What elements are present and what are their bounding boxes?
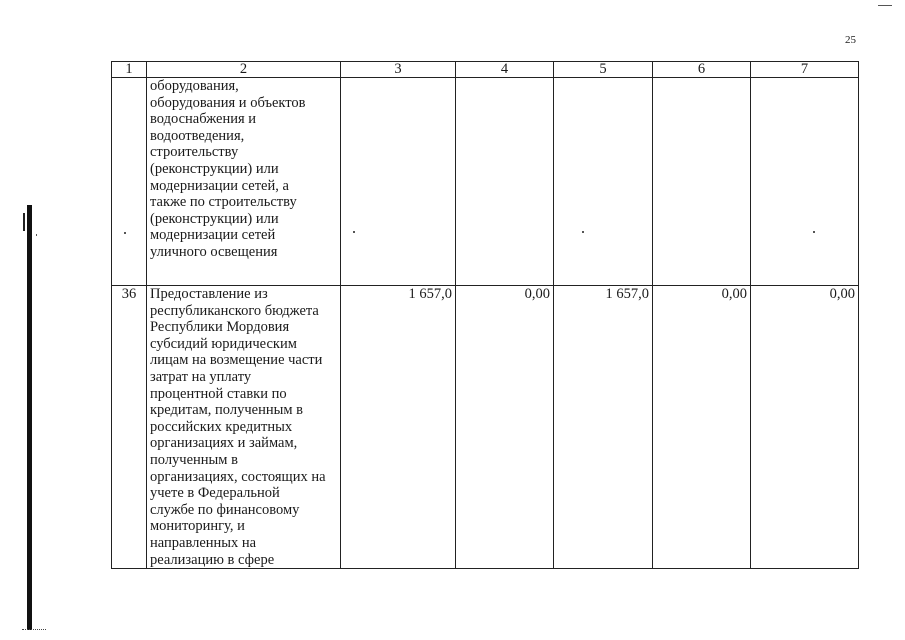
column-header: 3	[341, 62, 456, 78]
description-text: Предоставление из республиканского бюджета Республики Мордовия субсидий юридическим лицам на возмещение части затрат на уплату процентной ставки по кредитам, полученным в российских кредитных организациях и займам, полученным в организациях, состоящих на учете в Федеральной службе по финансовому мониторингу, и направленных на реализацию в сфере	[150, 286, 326, 568]
column-header: 6	[653, 62, 751, 78]
scan-edge-mark	[23, 213, 25, 231]
column-header: 7	[751, 62, 859, 78]
scan-speck	[36, 234, 37, 236]
row-description	[147, 286, 341, 569]
scan-bottom-specks	[22, 629, 46, 632]
row-number	[112, 78, 147, 286]
table-row	[112, 286, 859, 569]
column-header: 2	[147, 62, 341, 78]
value-cell	[554, 78, 653, 286]
table-header-row	[112, 62, 859, 78]
page-number: 25	[845, 34, 856, 46]
row-number: 36	[112, 286, 147, 569]
column-header: 5	[554, 62, 653, 78]
row-description	[147, 78, 341, 286]
value-cell: 0,00	[456, 286, 554, 569]
description-text: оборудования, оборудования и объектов водоснабжения и водоотведения, строительству (реконструкции) или модернизации сетей, а также по строительству (реконструкции) или модернизации сетей уличного освещения	[150, 78, 306, 260]
budget-table	[111, 61, 859, 569]
scan-speck	[353, 231, 355, 233]
value-cell: 1 657,0	[554, 286, 653, 569]
scan-speck	[582, 231, 584, 233]
value-cell: 1 657,0	[341, 286, 456, 569]
value-cell	[341, 78, 456, 286]
scan-corner-mark	[878, 5, 892, 6]
scan-edge-shadow	[27, 205, 32, 630]
table-row	[112, 78, 859, 286]
value-cell: 0,00	[751, 286, 859, 569]
value-cell	[751, 78, 859, 286]
value-cell	[653, 78, 751, 286]
value-cell	[456, 78, 554, 286]
column-header: 1	[112, 62, 147, 78]
value-cell: 0,00	[653, 286, 751, 569]
scan-speck	[813, 231, 815, 233]
column-header: 4	[456, 62, 554, 78]
scan-speck	[124, 232, 126, 234]
